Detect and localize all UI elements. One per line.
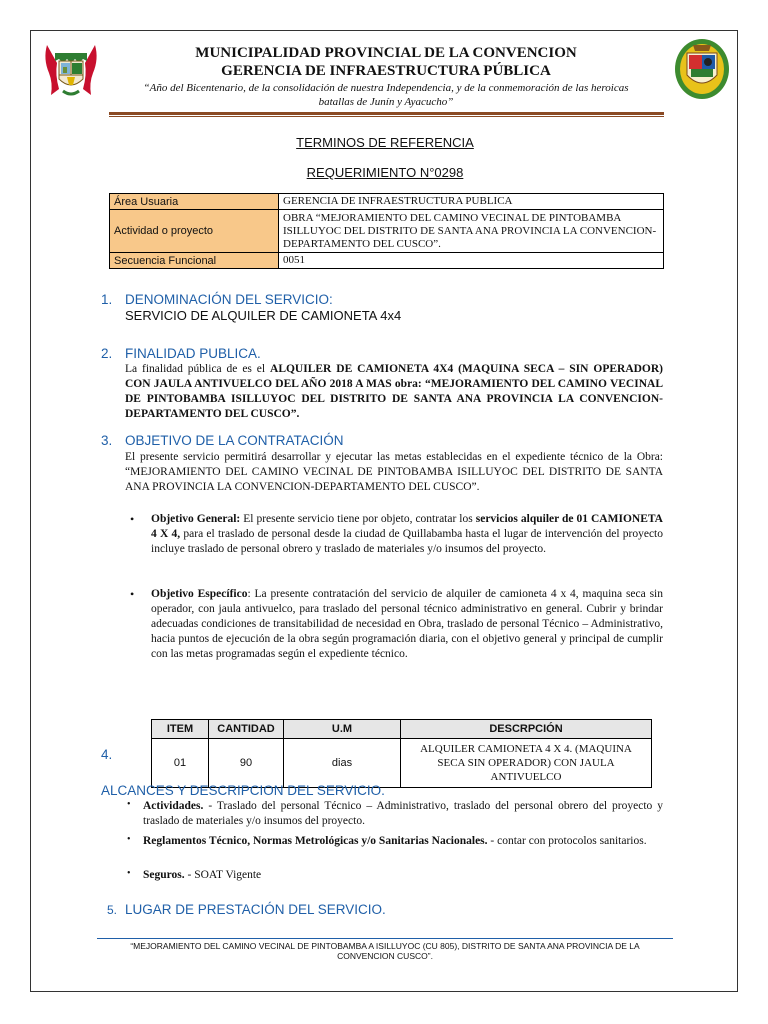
footer-rule	[97, 938, 673, 939]
bullet-icon: •	[130, 587, 135, 601]
scope-insurance	[143, 868, 663, 883]
description-cell: ALQUILER CAMIONETA 4 X 4. (MAQUINA SECA SIN OPERADOR) CON JAULA ANTIVUELCO	[401, 739, 652, 788]
section-3-number: 3.	[101, 433, 113, 448]
department-name: GERENCIA DE INFRAESTRUCTURA PÚBLICA	[221, 63, 551, 79]
section-5-title: LUGAR DE PRESTACIÓN DEL SERVICIO.	[125, 902, 386, 917]
objective-general	[151, 512, 663, 557]
section-2-title: FINALIDAD PUBLICA.	[125, 346, 261, 361]
quantity-cell: 90	[209, 739, 284, 788]
info-label: Actividad o proyecto	[110, 210, 279, 253]
section-2-bold: ALQUILER DE CAMIONETA 4X4 (MAQUINA SECA – SIN OPERADOR) CON JAULA ANTIVUELCO DEL AÑO 2018 A MAS obra: “MEJORAMIENTO DEL CAMINO VECINAL DE PINTOBAMBA ISILLUYOC DEL DISTRITO DE SANTA ANA PROVINCIA LA CONVENCION-DEPARTAMENTO DEL CUSCO”.	[125, 363, 664, 420]
bullet-icon: •	[130, 512, 135, 526]
section-1-body: SERVICIO DE ALQUILER DE CAMIONETA 4x4	[125, 308, 402, 323]
table-row	[152, 739, 652, 788]
section-2-lead: La finalidad pública de es el	[125, 363, 271, 375]
document-page	[30, 30, 738, 992]
peru-coat-of-arms-icon	[43, 39, 99, 101]
objective-specific-label: Objetivo Específico	[151, 588, 248, 600]
column-header: CANTIDAD	[209, 720, 284, 739]
requirement-title: REQUERIMIENTO N°0298	[306, 165, 464, 180]
section-2-body	[125, 362, 663, 422]
objective-general-label: Objetivo General:	[151, 513, 241, 525]
bullet-icon: •	[127, 799, 131, 810]
bullet-icon: •	[127, 868, 131, 879]
item-cell: 01	[152, 739, 209, 788]
section-5-number: 5.	[107, 903, 118, 917]
section-1-number: 1.	[101, 292, 113, 307]
institution-name: MUNICIPALIDAD PROVINCIAL DE LA CONVENCION	[195, 45, 577, 61]
info-label: Secuencia Funcional	[110, 253, 279, 269]
objective-general-bold: servicios alquiler de 01 CAMIONETA 4 X 4,	[151, 513, 663, 540]
section-4-title: ALCANCES Y DESCRIPCION DEL SERVICIO.	[101, 783, 385, 798]
section-3-title: OBJETIVO DE LA CONTRATACIÓN	[125, 433, 344, 448]
unit-cell: dias	[284, 739, 401, 788]
info-table	[109, 193, 664, 269]
objective-general-text-2: para el traslado de personal desde la ciudad de Quillabamba hasta el lugar de intervención del proyecto incluye traslado de personal obrero y traslado de materiales y/o insumos del proyecto.	[151, 528, 663, 555]
objective-general-text: El presente servicio tiene por objeto, contratar los	[240, 513, 476, 525]
column-header: U.M	[284, 720, 401, 739]
section-4-number: 4.	[101, 747, 113, 762]
objective-specific-text: : La presente contratación del servicio de alquiler de camioneta 4 x 4, maquina seca sin operador, con jaula antivuelco, para traslado del personal técnico administrativo en general. Cubrir y brindar adecuadas condiciones de transitabilidad de necesidad en Obra, traslado de personal Técnico – Administrativo, hacia puntos de ejecución de la obra según programación diaria, con el objetivo general y principal de cumplir con las metas programadas según el expediente técnico.	[151, 588, 664, 660]
section-1-title: DENOMINACIÓN DEL SERVICIO:	[125, 292, 333, 307]
scope-activities-label: Actividades.	[143, 800, 204, 812]
header-rule-thin	[109, 116, 664, 117]
items-table	[151, 719, 652, 788]
info-value: GERENCIA DE INFRAESTRUCTURA PUBLICA	[279, 194, 664, 210]
scope-insurance-text: - SOAT Vigente	[184, 869, 262, 881]
table-row	[110, 210, 664, 253]
scope-regulations-text: - contar con protocolos sanitarios.	[487, 835, 647, 847]
year-motto: “Año del Bicentenario, de la consolidación de nuestra Independencia, y de la conmemoración de las heroicas batallas de Junín y Ayacucho”	[143, 82, 629, 108]
scope-insurance-label: Seguros.	[143, 869, 185, 881]
scope-activities-text: - Traslado del personal Técnico – Administrativo, traslado del personal obrero del proyecto y traslado de materiales y/o insumos del proyecto.	[143, 800, 663, 827]
table-row	[110, 253, 664, 269]
info-label: Área Usuaria	[110, 194, 279, 210]
section-3-body: El presente servicio permitirá desarrollar y ejecutar las metas establecidas en el expediente técnico de la Obra: “MEJORAMIENTO DEL CAMINO VECINAL DE PINTOBAMBA ISILLUYOC DEL DISTRITO DE SANTA ANA PROVINCIA LA CONVENCION-DEPARTAMENTO DEL CUSCO”.	[125, 451, 663, 493]
objective-specific	[151, 587, 663, 662]
scope-activities	[143, 799, 663, 829]
municipal-shield-icon	[673, 37, 731, 101]
column-header: ITEM	[152, 720, 209, 739]
header-rule	[109, 112, 664, 115]
page-footer: “MEJORAMIENTO DEL CAMINO VECINAL DE PINTOBAMBA A ISILLUYOC (CU 805), DISTRITO DE SANTA ANA PROVINCIA DE LA CONVENCION CUSCO”.	[130, 941, 640, 961]
info-value: OBRA “MEJORAMIENTO DEL CAMINO VECINAL DE PINTOBAMBA ISILLUYOC DEL DISTRITO DE SANTA ANA PROVINCIA LA CONVENCION-DEPARTAMENTO DEL CUSCO”.	[279, 210, 664, 253]
scope-regulations-label: Reglamentos Técnico, Normas Metrológicas y/o Sanitarias Nacionales.	[143, 835, 488, 847]
bullet-icon: •	[127, 834, 131, 845]
info-value: 0051	[279, 253, 664, 269]
section-2-number: 2.	[101, 346, 113, 361]
column-header: DESCRPCIÓN	[401, 720, 652, 739]
table-row	[110, 194, 664, 210]
table-header-row	[152, 720, 652, 739]
scope-regulations	[143, 834, 663, 849]
doc-title: TERMINOS DE REFERENCIA	[296, 135, 474, 150]
